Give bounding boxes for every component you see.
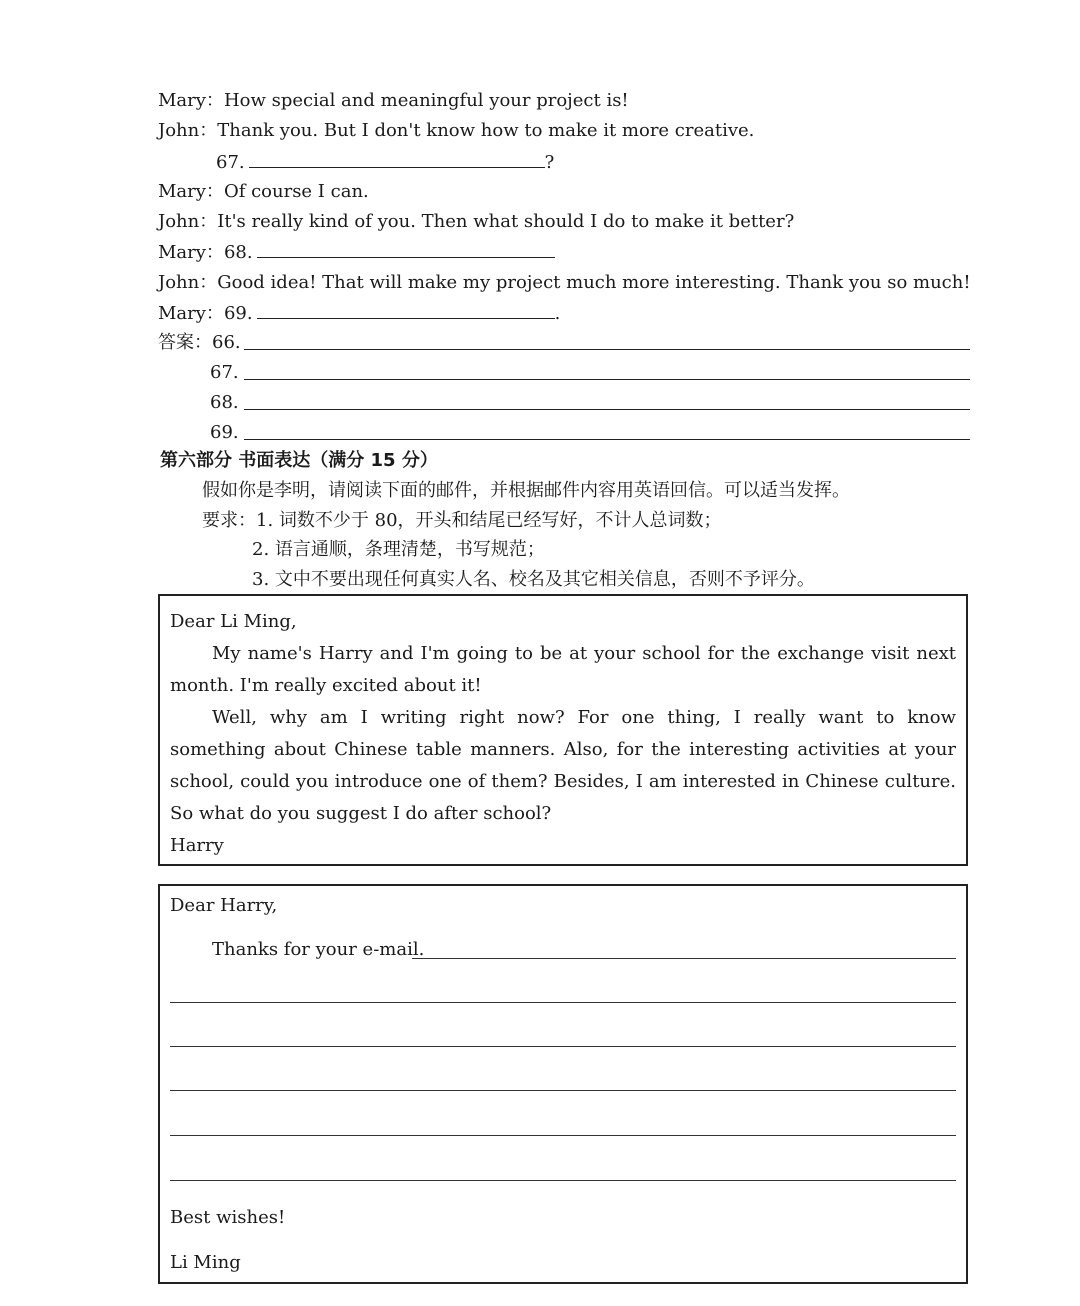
answer-blank-69[interactable] [257, 298, 555, 319]
dialogue-line [158, 86, 978, 116]
dialogue-text: How special and meaningful your project is! [223, 90, 629, 111]
harry-letter-box [158, 594, 968, 866]
answer-blank-67[interactable] [249, 147, 545, 168]
dialogue-line [158, 116, 978, 146]
answer-row [158, 418, 970, 448]
dialogue-line [158, 237, 978, 267]
writing-line[interactable] [170, 1135, 956, 1136]
answer-label-text: 答案： [158, 332, 212, 353]
answer-line-67[interactable] [244, 379, 970, 380]
dialogue-text: Thank you. But I don't know how to make it more creative. [217, 120, 755, 142]
dialogue-line [158, 298, 978, 328]
dialogue-line [158, 268, 978, 298]
speaker: Mary： [158, 90, 224, 111]
writing-line[interactable] [170, 1046, 956, 1047]
speaker: John： [158, 271, 218, 293]
dialogue-text: It's really kind of you. Then what should I do to make it better? [217, 211, 795, 233]
answer-number: 68. [210, 392, 239, 413]
requirement-line: 2. 语言通顺，条理清楚，书写规范； [252, 539, 545, 560]
section-title: 第六部分 书面表达（满分 15 分） [160, 450, 438, 471]
reply-signature: Li Ming [170, 1252, 241, 1273]
requirement-line: 3. 文中不要出现任何真实人名、校名及其它相关信息，否则不予评分。 [252, 568, 815, 590]
letter-paragraph: Well, why am I writing right now? For one thing, I really want to know something about Chinese table manners. Also, for the interesting activities at your school, could you introduce one of them? Besides, I am interested in Chinese culture. So what do you suggest I do after school? [170, 707, 956, 824]
dialogue-line [158, 147, 978, 177]
reply-greeting: Dear Harry, [170, 895, 278, 916]
answer-label [158, 328, 241, 358]
speaker: Mary： [158, 180, 224, 202]
writing-section [160, 446, 980, 594]
answer-line-66[interactable] [244, 349, 970, 350]
requirement-line: 要求：1. 词数不少于 80，开头和结尾已经写好，不计人总词数； [202, 509, 722, 531]
dialogue-line [158, 207, 978, 237]
question-number: 69. [223, 303, 253, 325]
line-end-mark: ? [544, 151, 555, 173]
question-number: 68. [223, 242, 253, 264]
dialogue-text: Good idea! That will make my project much more interesting. Thank you so much! [217, 271, 971, 293]
answer-blank-68[interactable] [257, 237, 555, 258]
writing-line[interactable] [170, 1002, 956, 1003]
dialogue-line [158, 177, 978, 207]
dialogue [158, 86, 978, 328]
answer-line-68[interactable] [244, 409, 970, 410]
line-end-mark: . [554, 303, 561, 325]
speaker: Mary： [158, 242, 224, 264]
question-number: 67. [216, 151, 245, 173]
reply-letter-box [158, 884, 968, 1284]
writing-line[interactable] [412, 958, 956, 959]
letter-paragraph: My name's Harry and I'm going to be at your school for the exchange visit next month. I'm really excited about it! [170, 643, 956, 696]
dialogue-text: Of course I can. [223, 180, 369, 202]
answer-row [158, 328, 970, 358]
speaker: Mary： [158, 303, 224, 325]
speaker: John： [158, 211, 218, 233]
letter-greeting: Dear Li Ming, [170, 611, 297, 632]
letter-signature: Harry [170, 835, 224, 856]
reply-closing: Best wishes! [170, 1207, 286, 1228]
harry-letter [170, 606, 956, 862]
writing-line[interactable] [170, 1180, 956, 1181]
answer-number: 66. [212, 332, 241, 353]
answer-line-69[interactable] [244, 439, 970, 440]
speaker: John： [158, 120, 218, 142]
reply-opening: Thanks for your e-mail. [212, 939, 425, 960]
answer-row [158, 358, 970, 388]
section-instruction: 假如你是李明，请阅读下面的邮件，并根据邮件内容用英语回信。可以适当发挥。 [202, 480, 850, 501]
answer-number: 67. [210, 362, 239, 383]
answer-row [158, 388, 970, 418]
answer-section [158, 328, 970, 448]
writing-line[interactable] [170, 1090, 956, 1091]
answer-number: 69. [210, 422, 239, 443]
